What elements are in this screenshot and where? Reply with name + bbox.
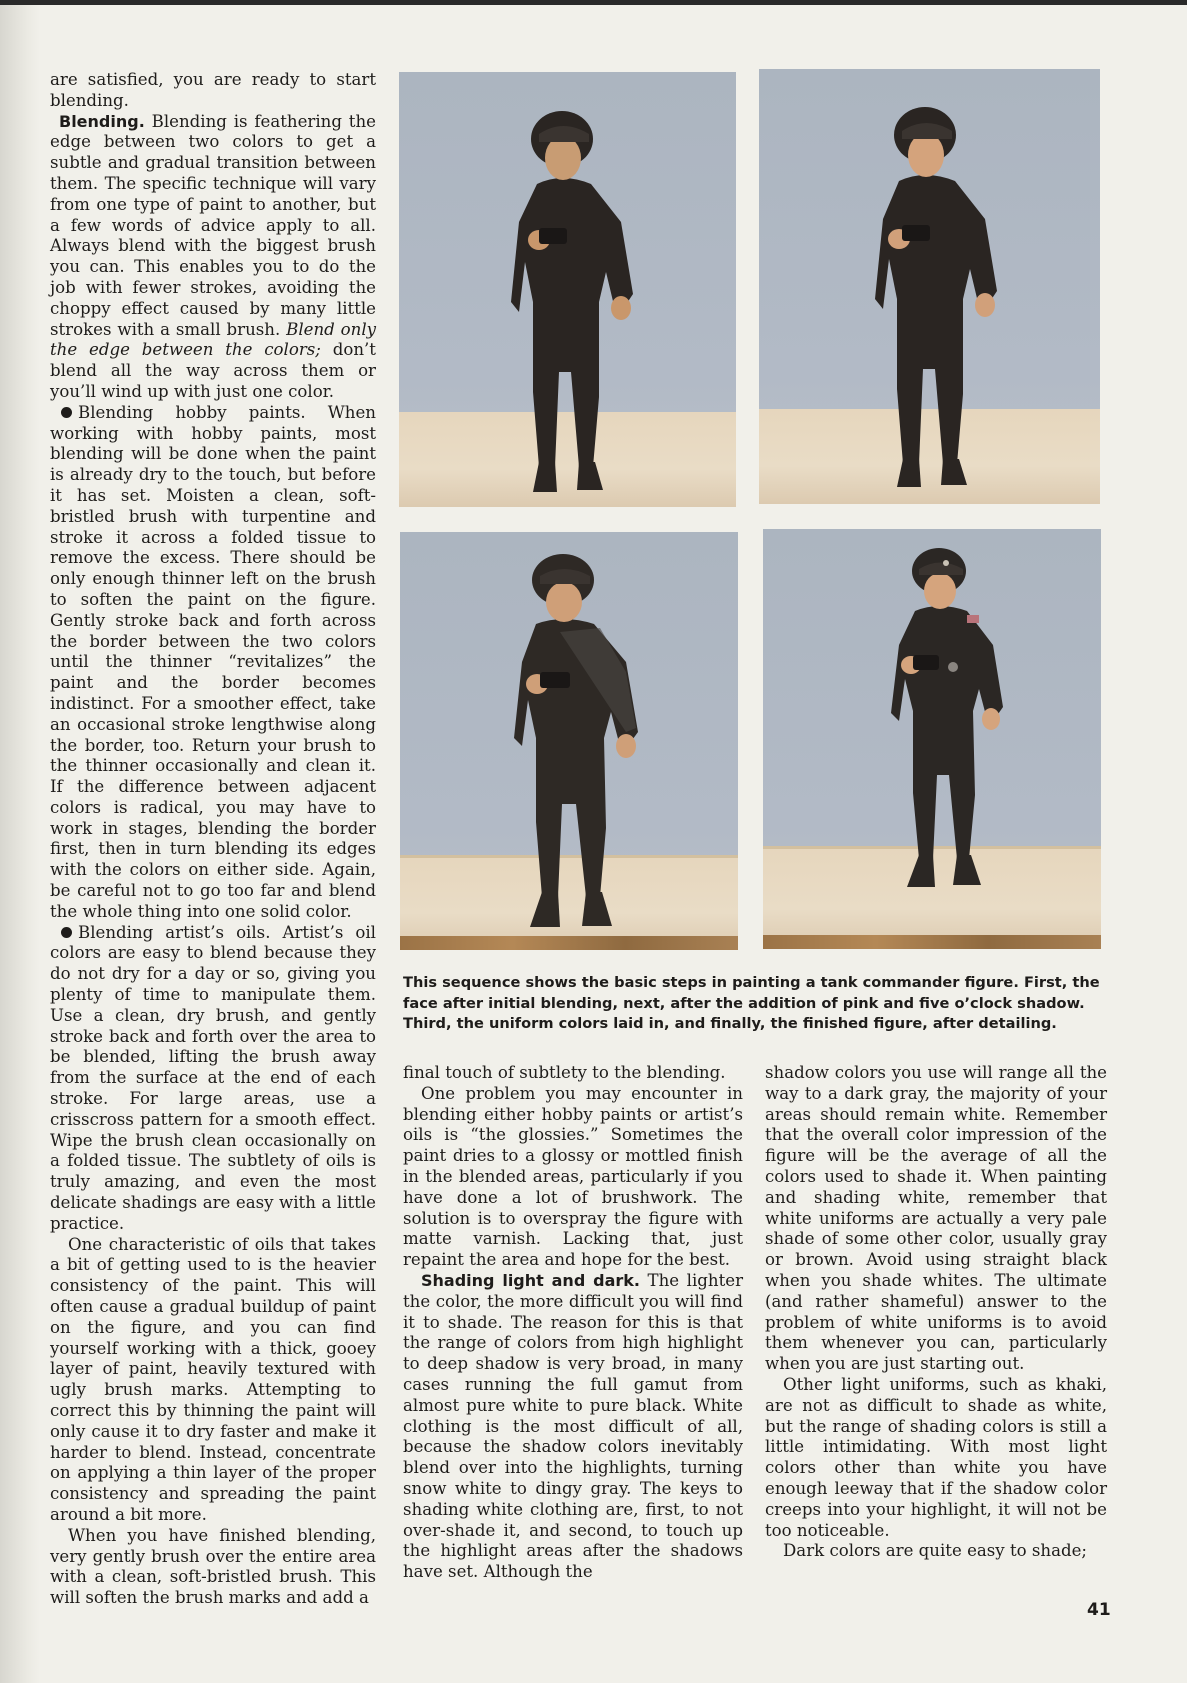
soldier-figure-2	[759, 69, 1100, 504]
blending-text-b: don’t blend all the way across them or you’ll wind up with just one color.	[50, 340, 376, 401]
soldier-figure-3	[400, 532, 738, 950]
hobby-text: Blending hobby paints. When working with hobby paints, most blending will be done when the paint is already dry to the touch, but before it has set. Moisten a clean, soft-bristled brush with turpentine and stroke it across a folded tissue to remove the excess. There should be only enough thinner left on the brush to soften the paint on the figure. Gently stroke back and forth across the border between the two colors until the thinner “revitalizes” the paint and the border becomes indistinct. For a smoother effect, take an occasional stroke lengthwise along the border, too. Return your brush to the thinner occasionally and clean it. If the difference between adjacent colors is radical, you may have to work in stages, blending the border first, then in turn blending its edges with the colors on either side. Again, be careful not to go too far and blend the whole thing into one solid color.	[50, 402, 376, 921]
paragraph-hobby-paints	[50, 403, 376, 923]
heading-blending: Blending.	[59, 111, 145, 131]
photo-step-2	[759, 69, 1100, 504]
paragraph-final-touch: final touch of subtlety to the blending.	[403, 1063, 726, 1082]
photo-caption: This sequence shows the basic steps in painting a tank commander figure. First, the face after initial blending, next, after the addition of pink and five o’clock shadow. Third, the uniform colors laid in, and finally, the finished figure, after detailing.	[403, 974, 1100, 1032]
bullet-icon	[61, 407, 72, 418]
paragraph-finished: When you have finished blending, very gently brush over the entire area with a clean, soft-bristled brush. This will soften the brush marks and add a	[50, 1525, 376, 1608]
oils-text: Blending artist’s oils. Artist’s oil colors are easy to blend because they do not dry for a day or so, giving you plenty of time to manipulate them. Use a clean, dry brush, and gently stroke back and forth over the area to be blended, lifting the brush away from the surface at the end of each stroke. For large areas, use a crisscross pattern for a smooth effect. Wipe the brush clean occasionally on a folded tissue. The subtlety of oils is truly amazing, and even the most delicate shadings are easy with a little practice.	[50, 922, 376, 1233]
photo-step-1	[399, 72, 736, 507]
paragraph-intro: are satisfied, you are ready to start blending.	[50, 70, 376, 110]
soldier-figure-4	[763, 529, 1101, 949]
paragraph-blending	[50, 112, 376, 403]
middle-column	[403, 1063, 743, 1583]
blending-emphasis: Blend only the edge between the colors;	[50, 319, 377, 360]
shading-text: The lighter the color, the more difficult you will find it to shade. The reason for this is that the range of colors from high highlight to deep shadow is very broad, in many cases running the full gamut from almost pure white to pure black. White clothing is the most difficult of all, because the shadow colors inevitably blend over into the highlights, turning snow white to dingy gray. The keys to shading white clothing are, first, to not over-shade it, and second, to touch up the highlight areas after the shadows have set. Although the	[403, 1270, 743, 1582]
page-edge	[0, 0, 40, 1683]
paragraph-dark-colors: Dark colors are quite easy to shade;	[783, 1541, 1088, 1561]
photo-step-3	[400, 532, 738, 950]
blending-text-a: Blending is feathering the edge between two colors to get a subtle and gradual transition between them. The specific technique will vary from one type of paint to another, but a few words of advice apply to all. Always blend with the biggest brush you can. This enables you to do the job with fewer strokes, avoiding the choppy effect caused by many little strokes with a small brush.	[50, 111, 376, 339]
paragraph-shading	[403, 1271, 743, 1583]
paragraph-khaki: Other light uniforms, such as khaki, are not as difficult to shade as white, but the range of shading colors is still a little intimidating. With most light colors other than white you have enough leeway that if the shadow color creeps into your highlight, it will not be too noticeable.	[765, 1374, 1107, 1540]
page-number: 41	[1087, 1600, 1111, 1620]
right-column	[765, 1063, 1107, 1562]
paragraph-white-uniforms: shadow colors you use will range all the way to a dark gray, the majority of your areas should remain white. Remember that the overall color impression of the figure will be the average of all the colors used to shade it. When painting and shading white, remember that white uniforms are actually a very pale shade of some other color, usually gray or brown. Avoid using straight black when you shade whites. The ultimate (and rather shameful) answer to the problem of white uniforms is to avoid them whenever you can, particularly when you are just starting out.	[765, 1063, 1107, 1374]
paragraph-artists-oils	[50, 923, 376, 1235]
bullet-icon	[61, 927, 72, 938]
paragraph-characteristic: One characteristic of oils that takes a bit of getting used to is the heavier consistency of the paint. This will often cause a gradual buildup of paint on the figure, and you can find yourself working with a thick, gooey layer of paint, heavily textured with ugly brush marks. Attempting to correct this by thinning the paint will only cause it to dry faster and make it harder to blend. Instead, concentrate on applying a thin layer of the proper consistency and spreading the paint around a bit more.	[50, 1234, 376, 1524]
photo-step-4	[763, 529, 1101, 949]
heading-shading: Shading light and dark.	[421, 1270, 640, 1290]
left-column	[50, 70, 376, 1609]
paragraph-glossies: One problem you may encounter in blending either hobby paints or artist’s oils is “the glossies.” Sometimes the paint dries to a glossy or mottled finish in the blended areas, particularly if you have done a lot of brushwork. The solution is to overspray the figure with matte varnish. Lacking that, just repaint the area and hope for the best.	[403, 1083, 743, 1270]
soldier-figure-1	[399, 72, 736, 507]
top-border	[0, 0, 1187, 5]
